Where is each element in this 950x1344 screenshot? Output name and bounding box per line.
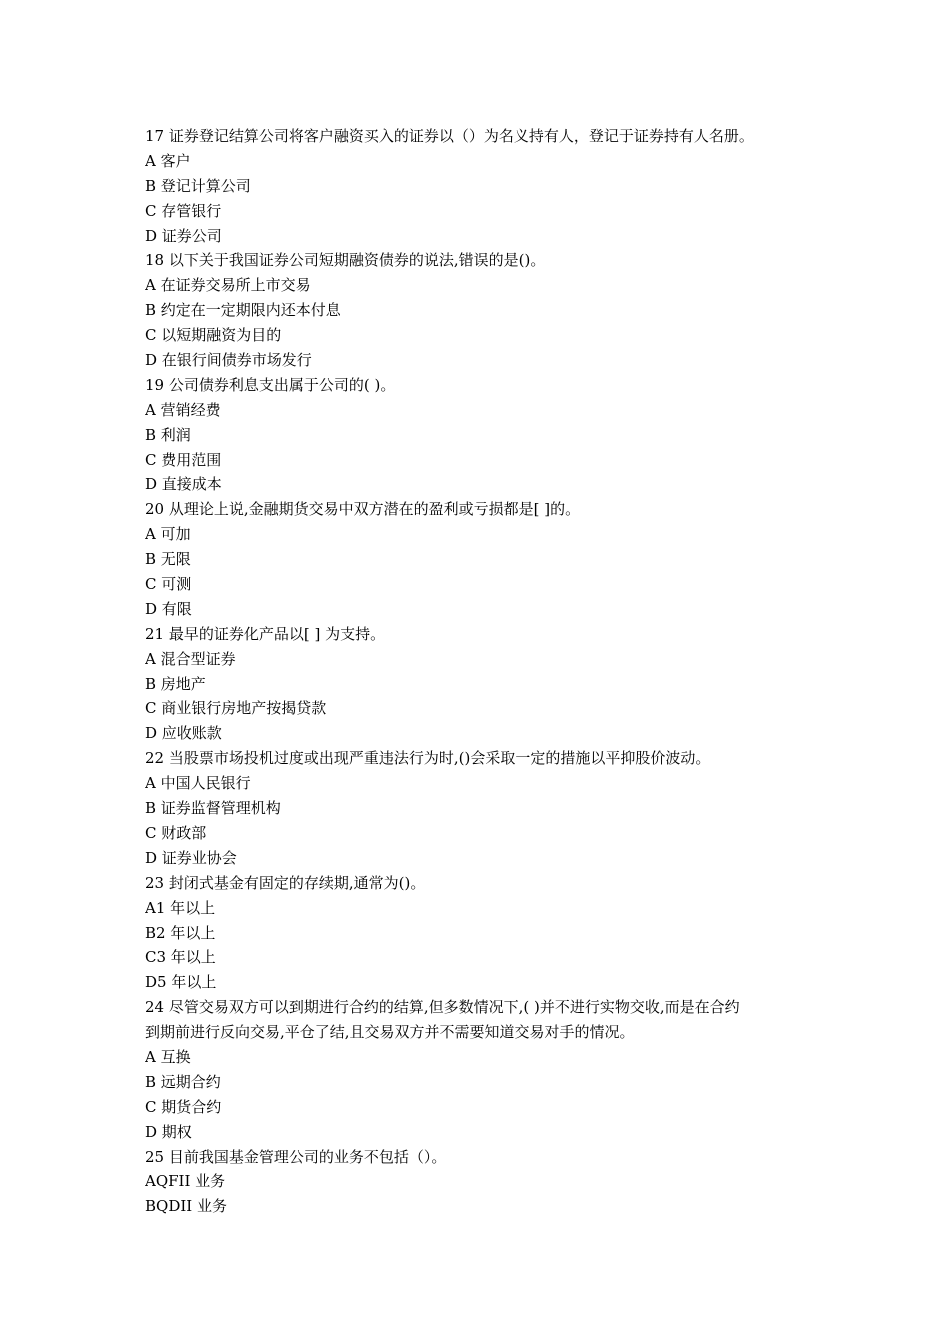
option-d: D 应收账款 [145,724,222,743]
option-c: C3 年以上 [145,948,216,967]
option-b: B 登记计算公司 [145,176,251,195]
option-a: A 可加 [145,525,191,544]
option-c: C 商业银行房地产按揭贷款 [145,699,327,718]
option-a: AQFII 业务 [145,1172,226,1191]
question-stem: 18 以下关于我国证券公司短期融资债券的说法,错误的是()。 [145,251,546,270]
option-b: B 远期合约 [145,1072,221,1091]
question-list [145,124,815,1219]
option-c: C 可测 [145,575,192,594]
question-stem: 21 最早的证券化产品以[ ] 为支持。 [145,624,386,643]
option-c: C 费用范围 [145,450,222,469]
option-a: A 互换 [145,1047,191,1066]
option-b: B 房地产 [145,674,206,693]
question-stem: 25 目前我国基金管理公司的业务不包括（）。 [145,1147,447,1166]
option-b: B 证券监督管理机构 [145,799,281,818]
option-a: A 混合型证券 [145,649,236,668]
option-d: D 证券业协会 [145,848,237,867]
question-stem: 17 证券登记结算公司将客户融资买入的证券以（）为名义持有人，登记于证券持有人名册。 [145,127,754,145]
question-stem: 23 封闭式基金有固定的存续期,通常为()。 [145,873,426,892]
option-c: C 存管银行 [145,201,222,220]
option-a: A 在证券交易所上市交易 [145,276,311,295]
option-a: A1 年以上 [145,898,216,917]
option-a: A 中国人民银行 [145,774,251,793]
option-b: B2 年以上 [145,923,216,942]
question-stem-line-2: 到期前进行反向交易,平仓了结,且交易双方并不需要知道交易对手的情况。 [145,1023,635,1042]
option-b: B 约定在一定期限内还本付息 [145,301,341,320]
option-d: D 直接成本 [145,475,222,494]
option-a: A 客户 [145,151,191,170]
question-stem: 19 公司债券利息支出属于公司的( )。 [145,375,396,394]
option-b: B 利润 [145,425,191,444]
option-a: A 营销经费 [145,400,221,419]
option-d: D 期权 [145,1122,192,1141]
question-stem: 20 从理论上说,金融期货交易中双方潜在的盈利或亏损都是[ ]的。 [145,500,581,519]
option-c: C 财政部 [145,823,207,842]
option-d: D 有限 [145,599,192,618]
option-b: B 无限 [145,550,191,569]
option-d: D 证券公司 [145,226,222,245]
option-c: C 期货合约 [145,1097,222,1116]
option-c: C 以短期融资为目的 [145,326,282,345]
question-stem-line-1: 24 尽管交易双方可以到期进行合约的结算,但多数情况下,( )并不进行实物交收,而是在合约 [145,998,740,1017]
option-b: BQDII 业务 [145,1197,227,1216]
option-d: D 在银行间债券市场发行 [145,351,312,370]
option-d: D5 年以上 [145,973,217,992]
question-stem: 22 当股票市场投机过度或出现严重违法行为时,()会采取一定的措施以平抑股价波动。 [145,749,711,768]
